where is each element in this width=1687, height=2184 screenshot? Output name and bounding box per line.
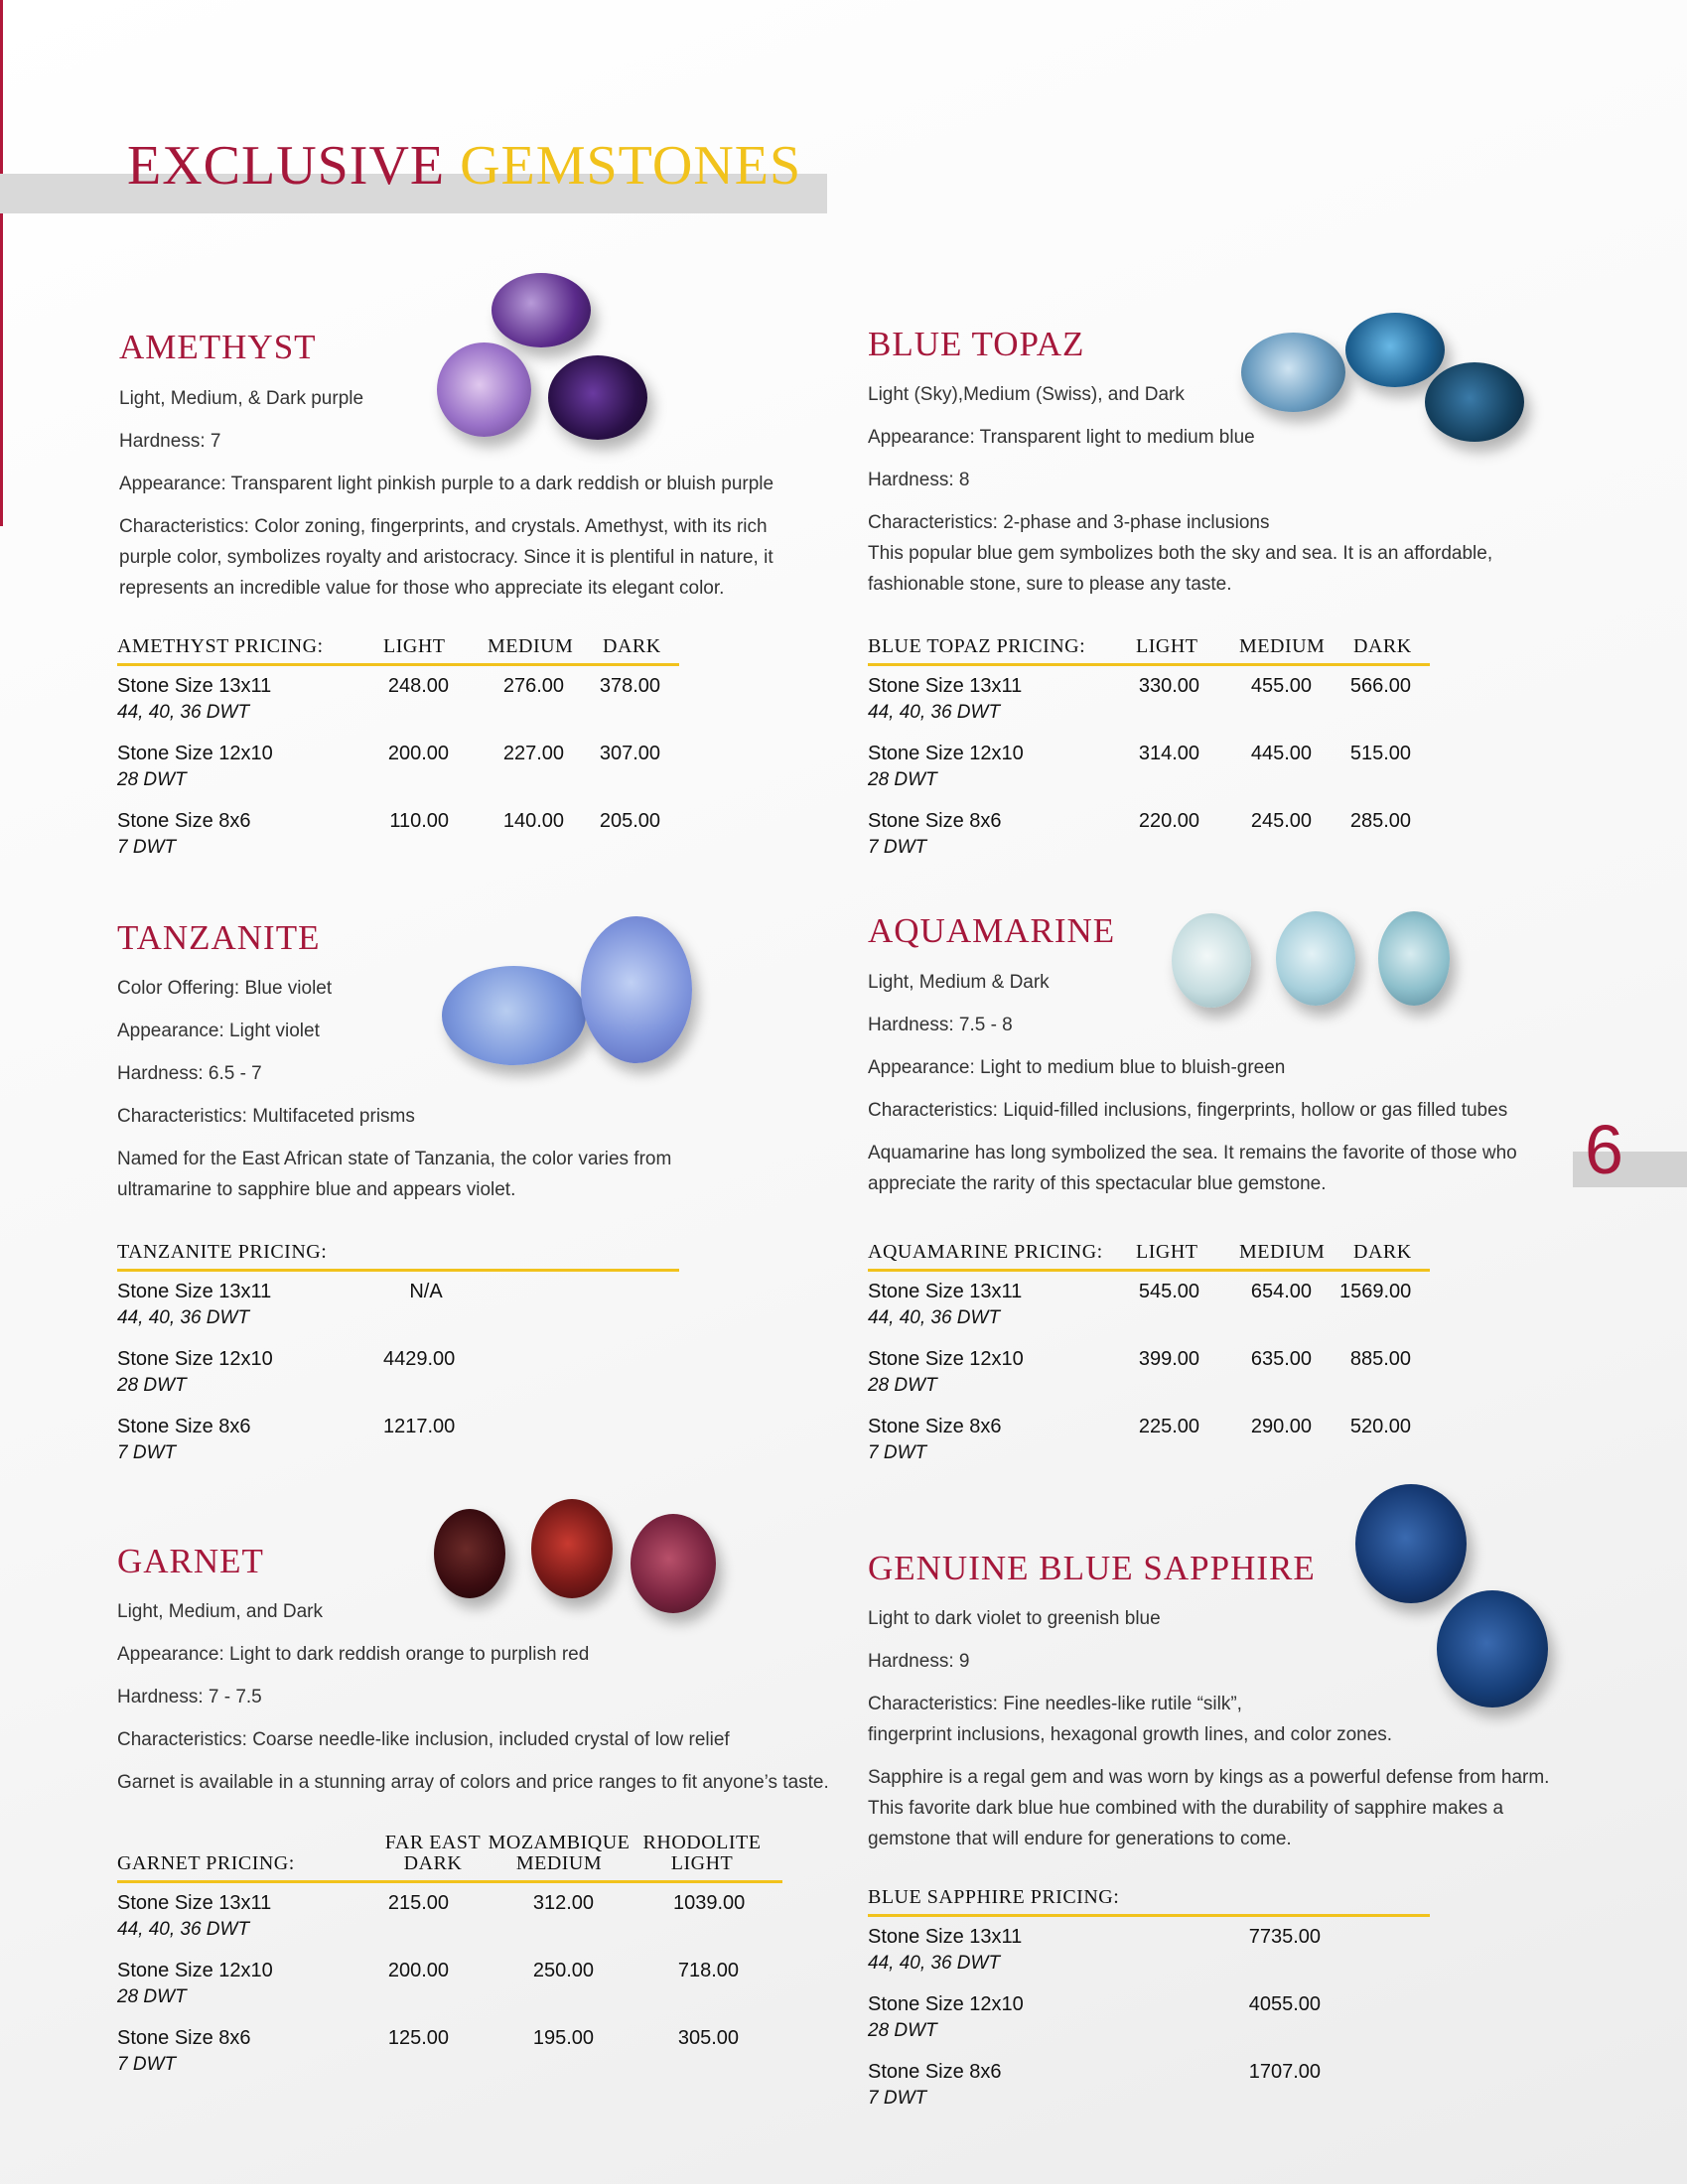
price-medium: 245.00 <box>1250 810 1312 832</box>
page-title-part2: GEMSTONES <box>460 135 802 197</box>
garnet-appearance: Appearance: Light to dark reddish orange to purplish red <box>117 1644 590 1665</box>
price-medium: 445.00 <box>1250 743 1312 764</box>
amethyst-characteristics-3: represents an incredible value for those who appreciate its elegant color. <box>119 578 725 599</box>
stone-dwt-label: 44, 40, 36 DWT <box>117 702 250 723</box>
stone-dwt-label: 7 DWT <box>117 2054 177 2075</box>
tanzanite-description-2: ultramarine to sapphire blue and appears violet. <box>117 1179 516 1200</box>
blue-topaz-description-1: This popular blue gem symbolizes both the sky and sea. It is an affordable, <box>868 543 1493 564</box>
price-medium: 140.00 <box>502 810 564 832</box>
amethyst-header-dark: DARK <box>603 635 661 657</box>
garnet-gem-1 <box>434 1509 505 1598</box>
sapphire-description-2: This favorite dark blue hue combined with the durability of sapphire makes a <box>868 1798 1504 1819</box>
stone-size-label: Stone Size 12x10 <box>868 743 1024 764</box>
blue-topaz-hardness: Hardness: 8 <box>868 470 970 490</box>
stone-dwt-label: 7 DWT <box>868 837 927 858</box>
tanzanite-hardness: Hardness: 6.5 - 7 <box>117 1063 262 1084</box>
price-dark: 285.00 <box>1349 810 1411 832</box>
amethyst-appearance: Appearance: Transparent light pinkish purple to a dark reddish or bluish purple <box>119 474 774 494</box>
blue-topaz-gem-1 <box>1241 333 1345 412</box>
tanzanite-characteristics: Characteristics: Multifaceted prisms <box>117 1106 415 1127</box>
price-rhodolite: 305.00 <box>677 2027 739 2049</box>
aquamarine-description-2: appreciate the rarity of this spectacular blue gemstone. <box>868 1173 1327 1194</box>
sapphire-characteristics-1: Characteristics: Fine needles-like rutile “silk”, <box>868 1694 1242 1714</box>
garnet-header-rhodolite: RHODOLITE <box>642 1832 762 1853</box>
price-light: 200.00 <box>387 743 449 764</box>
amethyst-characteristics-2: purple color, symbolizes royalty and aristocracy. Since it is plentiful in nature, it <box>119 547 773 568</box>
stone-dwt-label: 7 DWT <box>117 1442 177 1463</box>
aquamarine-colors: Light, Medium & Dark <box>868 972 1050 993</box>
aquamarine-hardness: Hardness: 7.5 - 8 <box>868 1015 1013 1035</box>
aquamarine-description-1: Aquamarine has long symbolized the sea. It remains the favorite of those who <box>868 1143 1517 1163</box>
sapphire-gem-1 <box>1355 1484 1467 1603</box>
price-medium: 654.00 <box>1250 1281 1312 1302</box>
price-light: 545.00 <box>1138 1281 1199 1302</box>
price-mozambique: 195.00 <box>532 2027 594 2049</box>
aquamarine-header-medium: MEDIUM <box>1239 1241 1326 1263</box>
amethyst-gem-1 <box>492 273 591 347</box>
stone-size-label: Stone Size 13x11 <box>868 1281 1023 1302</box>
price-light: 399.00 <box>1138 1348 1199 1370</box>
aquamarine-gems-image <box>1172 908 1470 1018</box>
stone-size-label: Stone Size 12x10 <box>868 1993 1024 2015</box>
aquamarine-appearance: Appearance: Light to medium blue to bluish-green <box>868 1057 1286 1078</box>
amethyst-header-medium: MEDIUM <box>488 635 574 657</box>
stone-dwt-label: 7 DWT <box>868 1442 927 1463</box>
sapphire-pricing-label: BLUE SAPPHIRE PRICING: <box>868 1886 1120 1908</box>
price-dark: 307.00 <box>599 743 660 764</box>
stone-dwt-label: 7 DWT <box>117 837 177 858</box>
sapphire-hardness: Hardness: 9 <box>868 1651 970 1672</box>
sapphire-colors: Light to dark violet to greenish blue <box>868 1608 1161 1629</box>
tanzanite-gem-1 <box>442 966 586 1065</box>
tanzanite-gems-image <box>442 911 700 1070</box>
stone-dwt-label: 28 DWT <box>117 769 187 790</box>
stone-size-label: Stone Size 8x6 <box>117 2027 251 2049</box>
amethyst-header-rule <box>117 663 679 666</box>
price-light: 220.00 <box>1138 810 1199 832</box>
stone-dwt-label: 44, 40, 36 DWT <box>868 1953 1001 1974</box>
stone-size-label: Stone Size 8x6 <box>868 2061 1002 2083</box>
garnet-header-mozambique: MOZAMBIQUE <box>488 1832 631 1853</box>
price-far-east: 200.00 <box>387 1960 449 1981</box>
blue-topaz-gem-2 <box>1345 313 1445 387</box>
price-medium: 290.00 <box>1250 1416 1312 1437</box>
tanzanite-title: TANZANITE <box>117 918 321 957</box>
sapphire-description-1: Sapphire is a regal gem and was worn by kings as a powerful defense from harm. <box>868 1767 1550 1788</box>
blue-topaz-header-rule <box>868 663 1430 666</box>
price-far-east: 215.00 <box>387 1892 449 1914</box>
page-title-part1: EXCLUSIVE <box>127 135 446 197</box>
stone-dwt-label: 28 DWT <box>868 769 937 790</box>
stone-dwt-label: 28 DWT <box>117 1986 187 2007</box>
sapphire-description-3: gemstone that will endure for generations to come. <box>868 1829 1292 1849</box>
blue-topaz-gem-3 <box>1425 362 1524 442</box>
tanzanite-color-offering: Color Offering: Blue violet <box>117 978 333 999</box>
blue-topaz-pricing-table <box>868 635 1434 874</box>
price-medium: 276.00 <box>502 675 564 697</box>
garnet-gem-2 <box>531 1499 613 1598</box>
aquamarine-gem-3 <box>1378 911 1450 1006</box>
price-medium: 455.00 <box>1250 675 1312 697</box>
amethyst-colors: Light, Medium, & Dark purple <box>119 388 364 409</box>
left-accent-rule <box>0 0 3 526</box>
stone-dwt-label: 44, 40, 36 DWT <box>868 1307 1001 1328</box>
stone-size-label: Stone Size 12x10 <box>117 1348 273 1370</box>
price-rhodolite: 718.00 <box>677 1960 739 1981</box>
aquamarine-gem-2 <box>1276 911 1355 1006</box>
price-medium: 227.00 <box>502 743 564 764</box>
aquamarine-pricing-table <box>868 1241 1434 1479</box>
tanzanite-gem-2 <box>581 916 692 1063</box>
sapphire-pricing-table <box>868 1886 1434 2124</box>
price-rhodolite: 1039.00 <box>673 1892 746 1914</box>
price-dark: 515.00 <box>1349 743 1411 764</box>
garnet-title: GARNET <box>117 1542 264 1580</box>
price-light: 330.00 <box>1138 675 1199 697</box>
amethyst-header-light: LIGHT <box>383 635 446 657</box>
sapphire-gem-2 <box>1437 1590 1548 1707</box>
blue-topaz-gems-image <box>1241 308 1529 447</box>
stone-size-label: Stone Size 13x11 <box>868 1926 1023 1948</box>
stone-dwt-label: 44, 40, 36 DWT <box>117 1307 250 1328</box>
stone-dwt-label: 7 DWT <box>868 2088 927 2109</box>
stone-dwt-label: 28 DWT <box>868 1375 937 1396</box>
blue-topaz-header-light: LIGHT <box>1136 635 1198 657</box>
price-dark: 205.00 <box>599 810 660 832</box>
blue-topaz-appearance: Appearance: Transparent light to medium blue <box>868 427 1255 448</box>
garnet-hardness: Hardness: 7 - 7.5 <box>117 1687 262 1707</box>
aquamarine-header-dark: DARK <box>1353 1241 1412 1263</box>
sapphire-characteristics-2: fingerprint inclusions, hexagonal growth lines, and color zones. <box>868 1724 1393 1745</box>
garnet-header-medium: MEDIUM <box>515 1852 603 1874</box>
amethyst-hardness: Hardness: 7 <box>119 431 221 452</box>
stone-size-label: Stone Size 13x11 <box>117 1281 272 1302</box>
blue-topaz-pricing-label: BLUE TOPAZ PRICING: <box>868 635 1086 657</box>
price-value: 1217.00 <box>383 1416 456 1437</box>
garnet-header-dark: DARK <box>403 1852 463 1874</box>
garnet-header-rule <box>117 1880 782 1883</box>
aquamarine-header-light: LIGHT <box>1136 1241 1198 1263</box>
price-light: 314.00 <box>1138 743 1199 764</box>
stone-size-label: Stone Size 13x11 <box>117 675 272 697</box>
price-value: 1707.00 <box>1248 2061 1321 2083</box>
price-dark: 378.00 <box>599 675 660 697</box>
price-mozambique: 250.00 <box>532 1960 594 1981</box>
stone-size-label: Stone Size 12x10 <box>117 743 273 764</box>
amethyst-gem-2 <box>437 342 531 437</box>
blue-topaz-description-2: fashionable stone, sure to please any taste. <box>868 574 1232 595</box>
tanzanite-description-1: Named for the East African state of Tanzania, the color varies from <box>117 1149 672 1169</box>
price-far-east: 125.00 <box>387 2027 449 2049</box>
garnet-header-light: LIGHT <box>670 1852 734 1874</box>
price-mozambique: 312.00 <box>532 1892 594 1914</box>
sapphire-gems-image <box>1355 1479 1554 1717</box>
aquamarine-gem-1 <box>1172 913 1251 1008</box>
stone-dwt-label: 44, 40, 36 DWT <box>868 702 1001 723</box>
stone-dwt-label: 28 DWT <box>868 2020 937 2041</box>
amethyst-gem-3 <box>548 355 647 440</box>
price-dark: 520.00 <box>1349 1416 1411 1437</box>
garnet-colors: Light, Medium, and Dark <box>117 1601 323 1622</box>
blue-topaz-header-medium: MEDIUM <box>1239 635 1326 657</box>
stone-size-label: Stone Size 8x6 <box>117 810 251 832</box>
tanzanite-pricing-label: TANZANITE PRICING: <box>117 1241 328 1263</box>
price-medium: 635.00 <box>1250 1348 1312 1370</box>
price-value: 4055.00 <box>1248 1993 1321 2015</box>
garnet-header-far-east: FAR EAST <box>384 1832 482 1853</box>
garnet-pricing-table <box>117 1832 792 2100</box>
price-value: N/A <box>409 1281 443 1302</box>
tanzanite-pricing-table <box>117 1241 683 1479</box>
aquamarine-title: AQUAMARINE <box>868 911 1116 950</box>
stone-dwt-label: 44, 40, 36 DWT <box>117 1919 250 1940</box>
stone-size-label: Stone Size 13x11 <box>868 675 1023 697</box>
aquamarine-characteristics: Characteristics: Liquid-filled inclusions, fingerprints, hollow or gas filled tubes <box>868 1100 1508 1121</box>
amethyst-title: AMETHYST <box>119 328 317 366</box>
price-dark: 885.00 <box>1349 1348 1411 1370</box>
stone-size-label: Stone Size 12x10 <box>117 1960 273 1981</box>
blue-topaz-header-dark: DARK <box>1353 635 1412 657</box>
amethyst-pricing-table <box>117 635 683 874</box>
stone-dwt-label: 28 DWT <box>117 1375 187 1396</box>
blue-topaz-title: BLUE TOPAZ <box>868 325 1085 363</box>
garnet-gem-3 <box>631 1514 716 1613</box>
sapphire-title: GENUINE BLUE SAPPHIRE <box>868 1549 1316 1587</box>
price-light: 110.00 <box>389 810 449 832</box>
stone-size-label: Stone Size 8x6 <box>868 810 1002 832</box>
blue-topaz-colors: Light (Sky),Medium (Swiss), and Dark <box>868 384 1185 405</box>
price-dark: 1569.00 <box>1339 1281 1412 1302</box>
price-dark: 566.00 <box>1349 675 1411 697</box>
tanzanite-header-rule <box>117 1269 679 1272</box>
sapphire-header-rule <box>868 1914 1430 1917</box>
stone-size-label: Stone Size 12x10 <box>868 1348 1024 1370</box>
tanzanite-appearance: Appearance: Light violet <box>117 1021 320 1041</box>
amethyst-gems-image <box>437 268 655 447</box>
garnet-pricing-label: GARNET PRICING: <box>117 1852 295 1874</box>
garnet-gems-image <box>432 1499 730 1618</box>
amethyst-pricing-label: AMETHYST PRICING: <box>117 635 324 657</box>
page-number: 6 <box>1585 1111 1623 1188</box>
stone-size-label: Stone Size 13x11 <box>117 1892 272 1914</box>
aquamarine-pricing-label: AQUAMARINE PRICING: <box>868 1241 1103 1263</box>
aquamarine-header-rule <box>868 1269 1430 1272</box>
page-title <box>127 134 801 198</box>
amethyst-characteristics-1: Characteristics: Color zoning, fingerprints, and crystals. Amethyst, with its rich <box>119 516 768 537</box>
garnet-description: Garnet is available in a stunning array of colors and price ranges to fit anyone’s taste. <box>117 1772 829 1793</box>
stone-size-label: Stone Size 8x6 <box>117 1416 251 1437</box>
garnet-characteristics: Characteristics: Coarse needle-like inclusion, included crystal of low relief <box>117 1729 730 1750</box>
price-value: 7735.00 <box>1248 1926 1321 1948</box>
price-value: 4429.00 <box>383 1348 456 1370</box>
price-light: 248.00 <box>387 675 449 697</box>
stone-size-label: Stone Size 8x6 <box>868 1416 1002 1437</box>
blue-topaz-characteristics: Characteristics: 2-phase and 3-phase inclusions <box>868 512 1270 533</box>
price-light: 225.00 <box>1138 1416 1199 1437</box>
